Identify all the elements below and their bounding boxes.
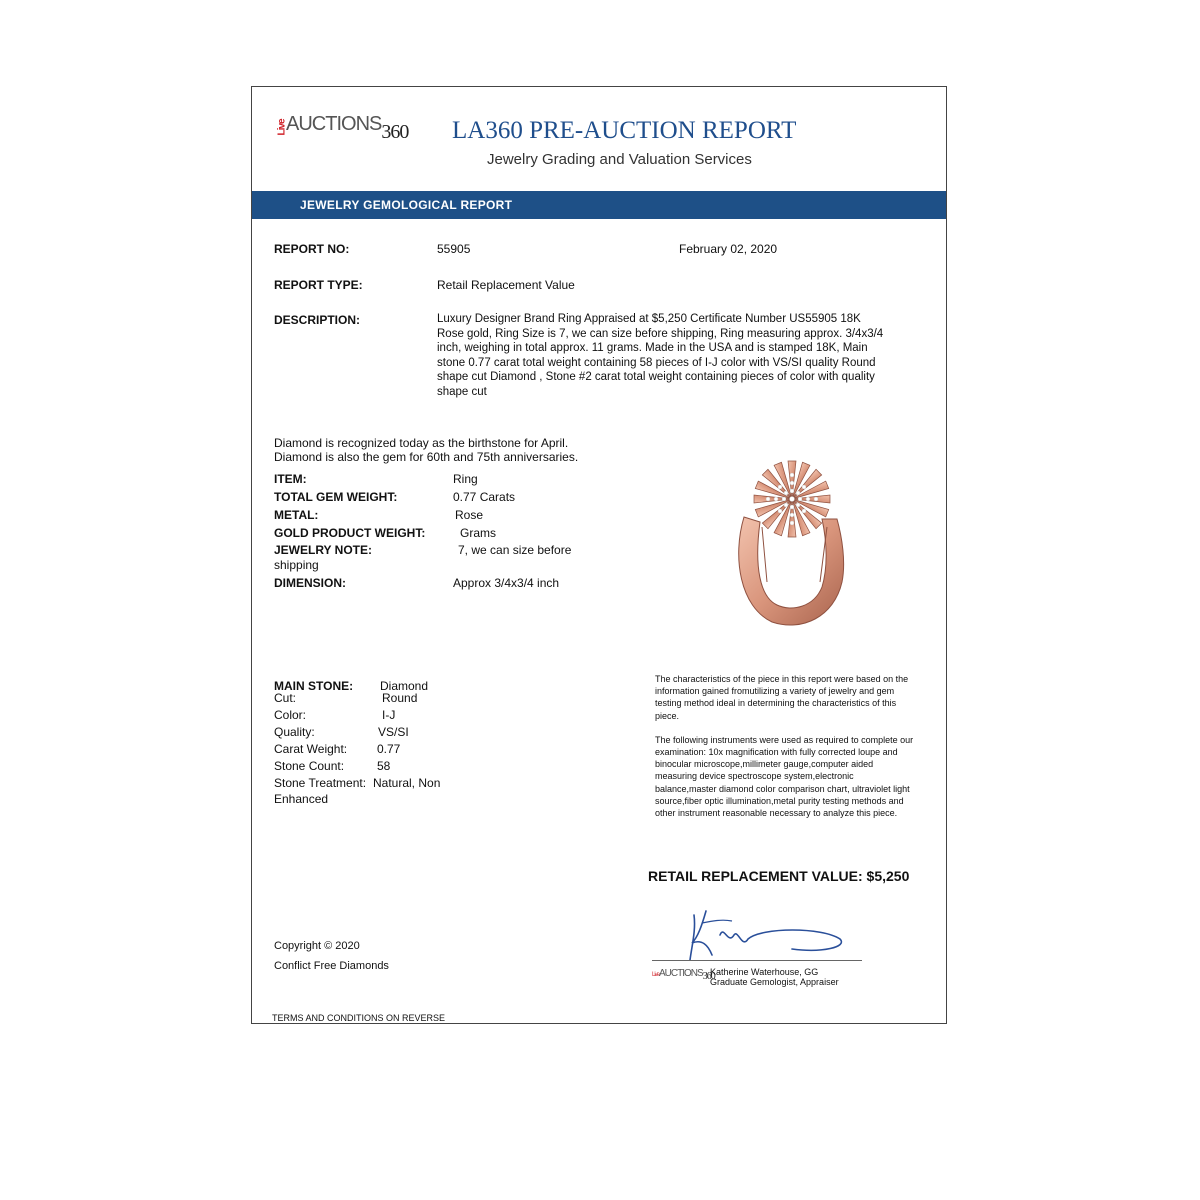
conflict-free: Conflict Free Diamonds [274, 960, 389, 972]
liveauctions360-logo [274, 113, 409, 143]
logo-auctions-text: AUCTIONS [286, 113, 382, 135]
description-label: DESCRIPTION: [274, 313, 361, 327]
characteristics-paragraph-2: The following instruments were used as required to complete our examination: 10x magnification with fully corrected loupe and binocular microscope,millimeter gauge,computer aided measuring device spectroscope system,electronic balance,master diamond color comparison chart, ultraviolet light source,fiber optic illumination,metal purity testing methods and other instrument reasonable necessary to analyze this piece. [655, 734, 914, 819]
sig-logo-live: Live [652, 972, 660, 978]
report-title: LA360 PRE-AUCTION REPORT [452, 117, 797, 144]
signature [672, 905, 872, 963]
stone-count-label: Stone Count: [274, 759, 345, 773]
stone-treatment-value-cont: Enhanced [274, 792, 329, 806]
gem-weight-value: 0.77 Carats [453, 490, 516, 504]
report-type-value: Retail Replacement Value [437, 278, 575, 292]
report-subtitle: Jewelry Grading and Valuation Services [487, 151, 752, 168]
dimension-value: Approx 3/4x3/4 inch [453, 576, 560, 590]
characteristics-paragraph-1: The characteristics of the piece in this report were based on the information gained fromutilizing a variety of jewelry and gem testing method ideal in determining the characteristics of this piece. [655, 674, 909, 721]
signature-line [652, 960, 862, 961]
signature-logo [652, 968, 715, 982]
report-no-label: REPORT NO: [274, 242, 350, 256]
carat-weight-label: Carat Weight: [274, 742, 348, 756]
birthstone-line-2: Diamond is also the gem for 60th and 75th anniversaries. [274, 450, 579, 464]
sig-logo-360: 360 [702, 971, 715, 982]
metal-value: Rose [455, 508, 484, 522]
ring-photo [722, 457, 862, 627]
stone-treatment-value: Natural, Non [373, 776, 441, 790]
report-date: February 02, 2020 [679, 242, 778, 256]
logo-360-text: 360 [381, 121, 409, 143]
description-text: Luxury Designer Brand Ring Appraised at $5,250 Certificate Number US55905 18K Rose gold, Ring Size is 7, we can size before shipping, Ring measuring approx. 3/4x3/4 inch, weighing in total approx. 11 grams. Made in the USA and is stamped 18K, Main stone 0.77 carat total weight containing 58 pieces of I-J color with VS/SI quality Round shape cut Diamond , Stone #2 carat total weight containing pieces of color with quality shape cut [437, 313, 884, 398]
appraiser-info [710, 967, 839, 987]
report-page [251, 86, 947, 1024]
birthstone-line-1: Diamond is recognized today as the birthstone for April. [274, 436, 569, 450]
item-value: Ring [453, 472, 478, 486]
stone-treatment-label: Stone Treatment: [274, 776, 367, 790]
sig-logo-auctions: AUCTIONS [659, 968, 703, 979]
color-value: I-J [382, 708, 396, 722]
gold-weight-value: Grams [460, 526, 496, 540]
cut-label: Cut: [274, 691, 297, 705]
section-band [252, 191, 946, 219]
jewelry-note-value-cont: shipping [274, 558, 319, 572]
jewelry-note-label: JEWELRY NOTE: [274, 543, 373, 557]
jewelry-note-value: 7, we can size before [458, 543, 572, 557]
carat-weight-value: 0.77 [377, 742, 401, 756]
report-type-label: REPORT TYPE: [274, 278, 363, 292]
main-stone-label: MAIN STONE: [274, 679, 354, 693]
appraiser-title: Graduate Gemologist, Appraiser [710, 977, 839, 987]
retail-replacement-value: RETAIL REPLACEMENT VALUE: $5,250 [648, 868, 910, 884]
color-label: Color: [274, 708, 307, 722]
appraiser-name: Katherine Waterhouse, GG [710, 967, 819, 977]
gold-weight-label: GOLD PRODUCT WEIGHT: [274, 526, 426, 540]
birthstone-note [274, 436, 578, 464]
metal-label: METAL: [274, 508, 319, 522]
characteristics-text [655, 673, 915, 831]
dimension-label: DIMENSION: [274, 576, 346, 590]
terms-notice: TERMS AND CONDITIONS ON REVERSE [272, 1013, 446, 1023]
stone-count-value: 58 [377, 759, 391, 773]
quality-label: Quality: [274, 725, 315, 739]
main-stone-value: Diamond [380, 679, 429, 693]
gem-weight-label: TOTAL GEM WEIGHT: [274, 490, 398, 504]
cut-value: Round [382, 691, 418, 705]
logo-live-text: Live [276, 119, 288, 136]
item-label: ITEM: [274, 472, 307, 486]
copyright: Copyright © 2020 [274, 940, 360, 952]
quality-value: VS/SI [378, 725, 409, 739]
report-no-value: 55905 [437, 242, 471, 256]
band-label: JEWELRY GEMOLOGICAL REPORT [300, 198, 513, 212]
